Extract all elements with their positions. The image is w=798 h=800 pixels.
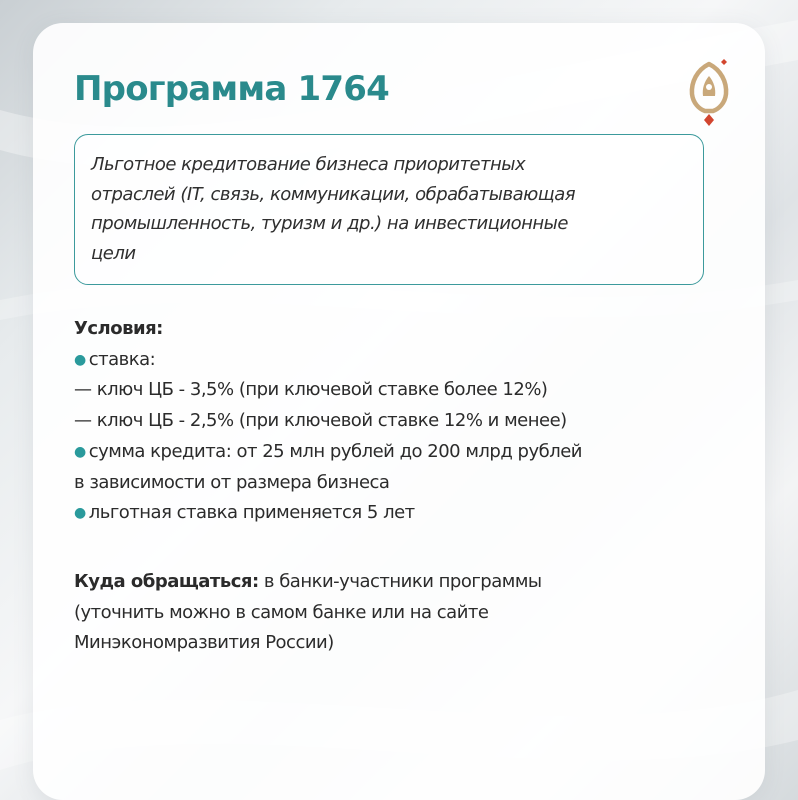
description-line: отраслей (IT, связь, коммуникации, обрабатывающая: [91, 183, 576, 205]
bullet-dot-icon: ●: [74, 443, 86, 460]
condition-rate: [74, 345, 724, 376]
description-line: цели: [91, 243, 136, 265]
bullet-dot-icon: ●: [74, 351, 86, 368]
contacts-line-1: [74, 567, 724, 598]
contacts-line-3: Минэкономразвития России): [74, 632, 334, 654]
conditions-section: [74, 314, 724, 529]
contacts-heading: Куда обращаться:: [74, 571, 259, 592]
condition-term: [74, 498, 724, 529]
description-line: Льготное кредитование бизнеса приоритетных: [91, 154, 526, 175]
description-line: промышленность, туризм и др.) на инвестиционные: [91, 213, 568, 235]
term-text: льготная ставка применяется 5 лет: [88, 502, 415, 524]
rate-option-2: — ключ ЦБ - 2,5% (при ключевой ставке 12% и менее): [74, 410, 567, 432]
rate-option-1: — ключ ЦБ - 3,5% (при ключевой ставке более 12%): [74, 379, 548, 401]
bullet-dot-icon: ●: [74, 505, 86, 522]
rocket-logo-icon: [688, 56, 730, 130]
description-box: [74, 134, 704, 285]
page-title: Программа 1764: [74, 69, 389, 109]
contacts-section: [74, 567, 724, 659]
condition-amount: [74, 437, 724, 468]
contacts-text: в банки-участники программы: [258, 571, 542, 592]
description-text: [91, 150, 691, 269]
conditions-heading: Условия:: [74, 318, 163, 339]
contacts-line-2: (уточнить можно в самом банке или на сайте: [74, 601, 489, 623]
amount-text-continued: в зависимости от размера бизнеса: [74, 471, 390, 493]
amount-text: сумма кредита: от 25 млн рублей до 200 млрд рублей: [88, 440, 582, 462]
rate-label: ставка:: [88, 348, 156, 370]
